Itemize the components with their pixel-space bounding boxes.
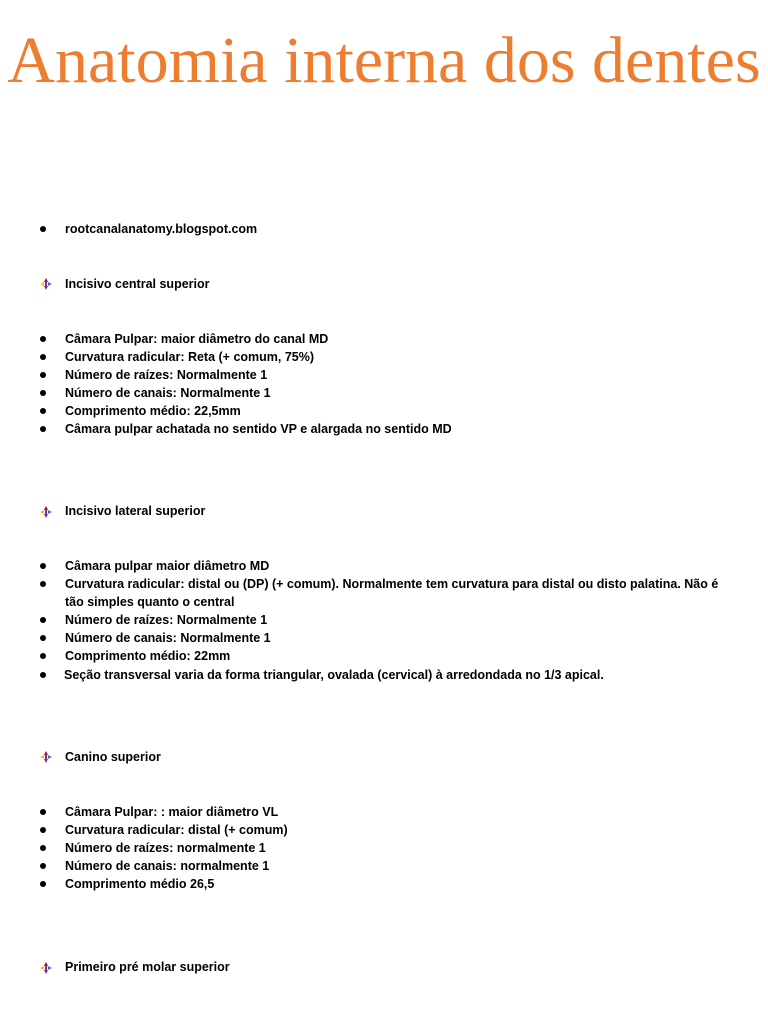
- bullet-icon: [40, 635, 46, 641]
- four-arrows-icon: [40, 962, 52, 974]
- bullet-icon: [40, 426, 46, 432]
- list-item: Número de raízes: Normalmente 1: [65, 368, 268, 382]
- bullet-icon: [40, 581, 46, 587]
- source-link[interactable]: rootcanalanatomy.blogspot.com: [65, 222, 258, 236]
- bullet-icon: [40, 372, 46, 378]
- bullet-icon: [40, 408, 46, 414]
- bullet-icon: [40, 617, 46, 623]
- bullet-icon: [40, 863, 46, 869]
- list-item: Comprimento médio: 22mm: [65, 649, 231, 663]
- section-heading: Incisivo central superior: [65, 277, 210, 291]
- list-item: Comprimento médio 26,5: [65, 877, 215, 891]
- list-item: Câmara Pulpar: maior diâmetro do canal MD: [65, 332, 329, 346]
- list-item: Número de canais: Normalmente 1: [65, 631, 271, 645]
- list-item: Número de canais: normalmente 1: [65, 859, 270, 873]
- four-arrows-icon: [40, 278, 52, 290]
- bullet-icon: [40, 845, 46, 851]
- bullet-icon: [40, 881, 46, 887]
- section-heading: Primeiro pré molar superior: [65, 960, 230, 974]
- bullet-icon: [40, 336, 46, 342]
- four-arrows-icon: [40, 506, 52, 518]
- list-item: Curvatura radicular: distal ou (DP) (+ comum). Normalmente tem curvatura para distal ou disto palatina. Não é tão simples quanto o central: [65, 577, 719, 609]
- list-item: Câmara pulpar achatada no sentido VP e alargada no sentido MD: [65, 422, 452, 436]
- bullet-icon: [40, 563, 46, 569]
- bullet-icon: [40, 226, 46, 232]
- bullet-icon: [40, 809, 46, 815]
- list-item: Número de raízes: Normalmente 1: [65, 613, 268, 627]
- bullet-icon: [40, 827, 46, 833]
- bullet-icon: [40, 653, 46, 659]
- list-item: Curvatura radicular: Reta (+ comum, 75%): [65, 350, 315, 364]
- list-item: Número de raízes: normalmente 1: [65, 841, 266, 855]
- list-item: Curvatura radicular: distal (+ comum): [65, 823, 288, 837]
- list-item: Número de canais: Normalmente 1: [65, 386, 271, 400]
- bullet-icon: [40, 672, 46, 678]
- list-item: Comprimento médio: 22,5mm: [65, 404, 241, 418]
- list-item: Seção transversal varia da forma triangular, ovalada (cervical) à arredondada no 1/3 apical.: [64, 668, 604, 682]
- list-item: Câmara pulpar maior diâmetro MD: [65, 559, 270, 573]
- four-arrows-icon: [40, 751, 52, 763]
- section-heading: Incisivo lateral superior: [65, 504, 206, 518]
- section-heading: Canino superior: [65, 750, 161, 764]
- bullet-icon: [40, 354, 46, 360]
- list-item: Câmara Pulpar: : maior diâmetro VL: [65, 805, 279, 819]
- bullet-icon: [40, 390, 46, 396]
- page-title: Anatomia interna dos dentes: [7, 24, 761, 97]
